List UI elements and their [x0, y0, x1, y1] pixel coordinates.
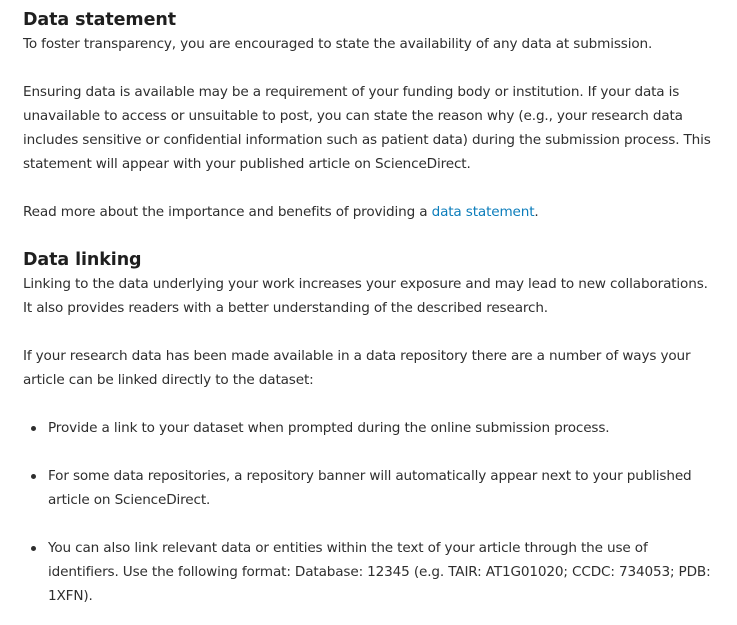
bullet-icon — [31, 426, 36, 431]
data-statement-read-more — [23, 200, 713, 224]
list-item-text: For some data repositories, a repository banner will automatically appear next to your published article on ScienceDirect. — [48, 468, 692, 508]
read-more-prefix: Read more about the importance and benefits of providing a — [23, 204, 432, 220]
data-linking-repository-text: If your research data has been made available in a data repository there are a number of ways your article can be linked directly to the dataset: — [23, 348, 691, 388]
data-statement-heading: Data statement — [23, 10, 176, 30]
data-statement-intro: To foster transparency, you are encouraged to state the availability of any data at submission. — [23, 36, 653, 52]
list-item — [23, 536, 713, 608]
list-item — [23, 464, 713, 512]
data-linking-heading: Data linking — [23, 250, 142, 270]
list-item-text: You can also link relevant data or entities within the text of your article through the use of identifiers. Use the following format: Database: 12345 (e.g. TAIR: AT1G01020; CCDC: 734053; PDB: 1XFN). — [48, 540, 711, 604]
data-statement-link[interactable]: data statement — [431, 204, 535, 220]
read-more-suffix: . — [534, 204, 539, 220]
data-linking-list — [23, 416, 713, 608]
data-linking-section — [23, 248, 713, 608]
data-statement-body: Ensuring data is available may be a requirement of your funding body or institution. If your data is unavailable to access or unsuitable to post, you can state the reason why (e.g., your research data includes sensitive or confidential information such as patient data) during the submission process. This statement will appear with your published article on ScienceDirect. — [23, 84, 711, 172]
bullet-icon — [31, 546, 36, 551]
data-linking-intro: Linking to the data underlying your work increases your exposure and may lead to new collaborations. It also provides readers with a better understanding of the described research. — [23, 276, 708, 316]
list-item — [23, 416, 713, 440]
bullet-icon — [31, 474, 36, 479]
data-statement-section — [23, 8, 713, 224]
list-item-text: Provide a link to your dataset when prompted during the online submission process. — [48, 420, 610, 436]
